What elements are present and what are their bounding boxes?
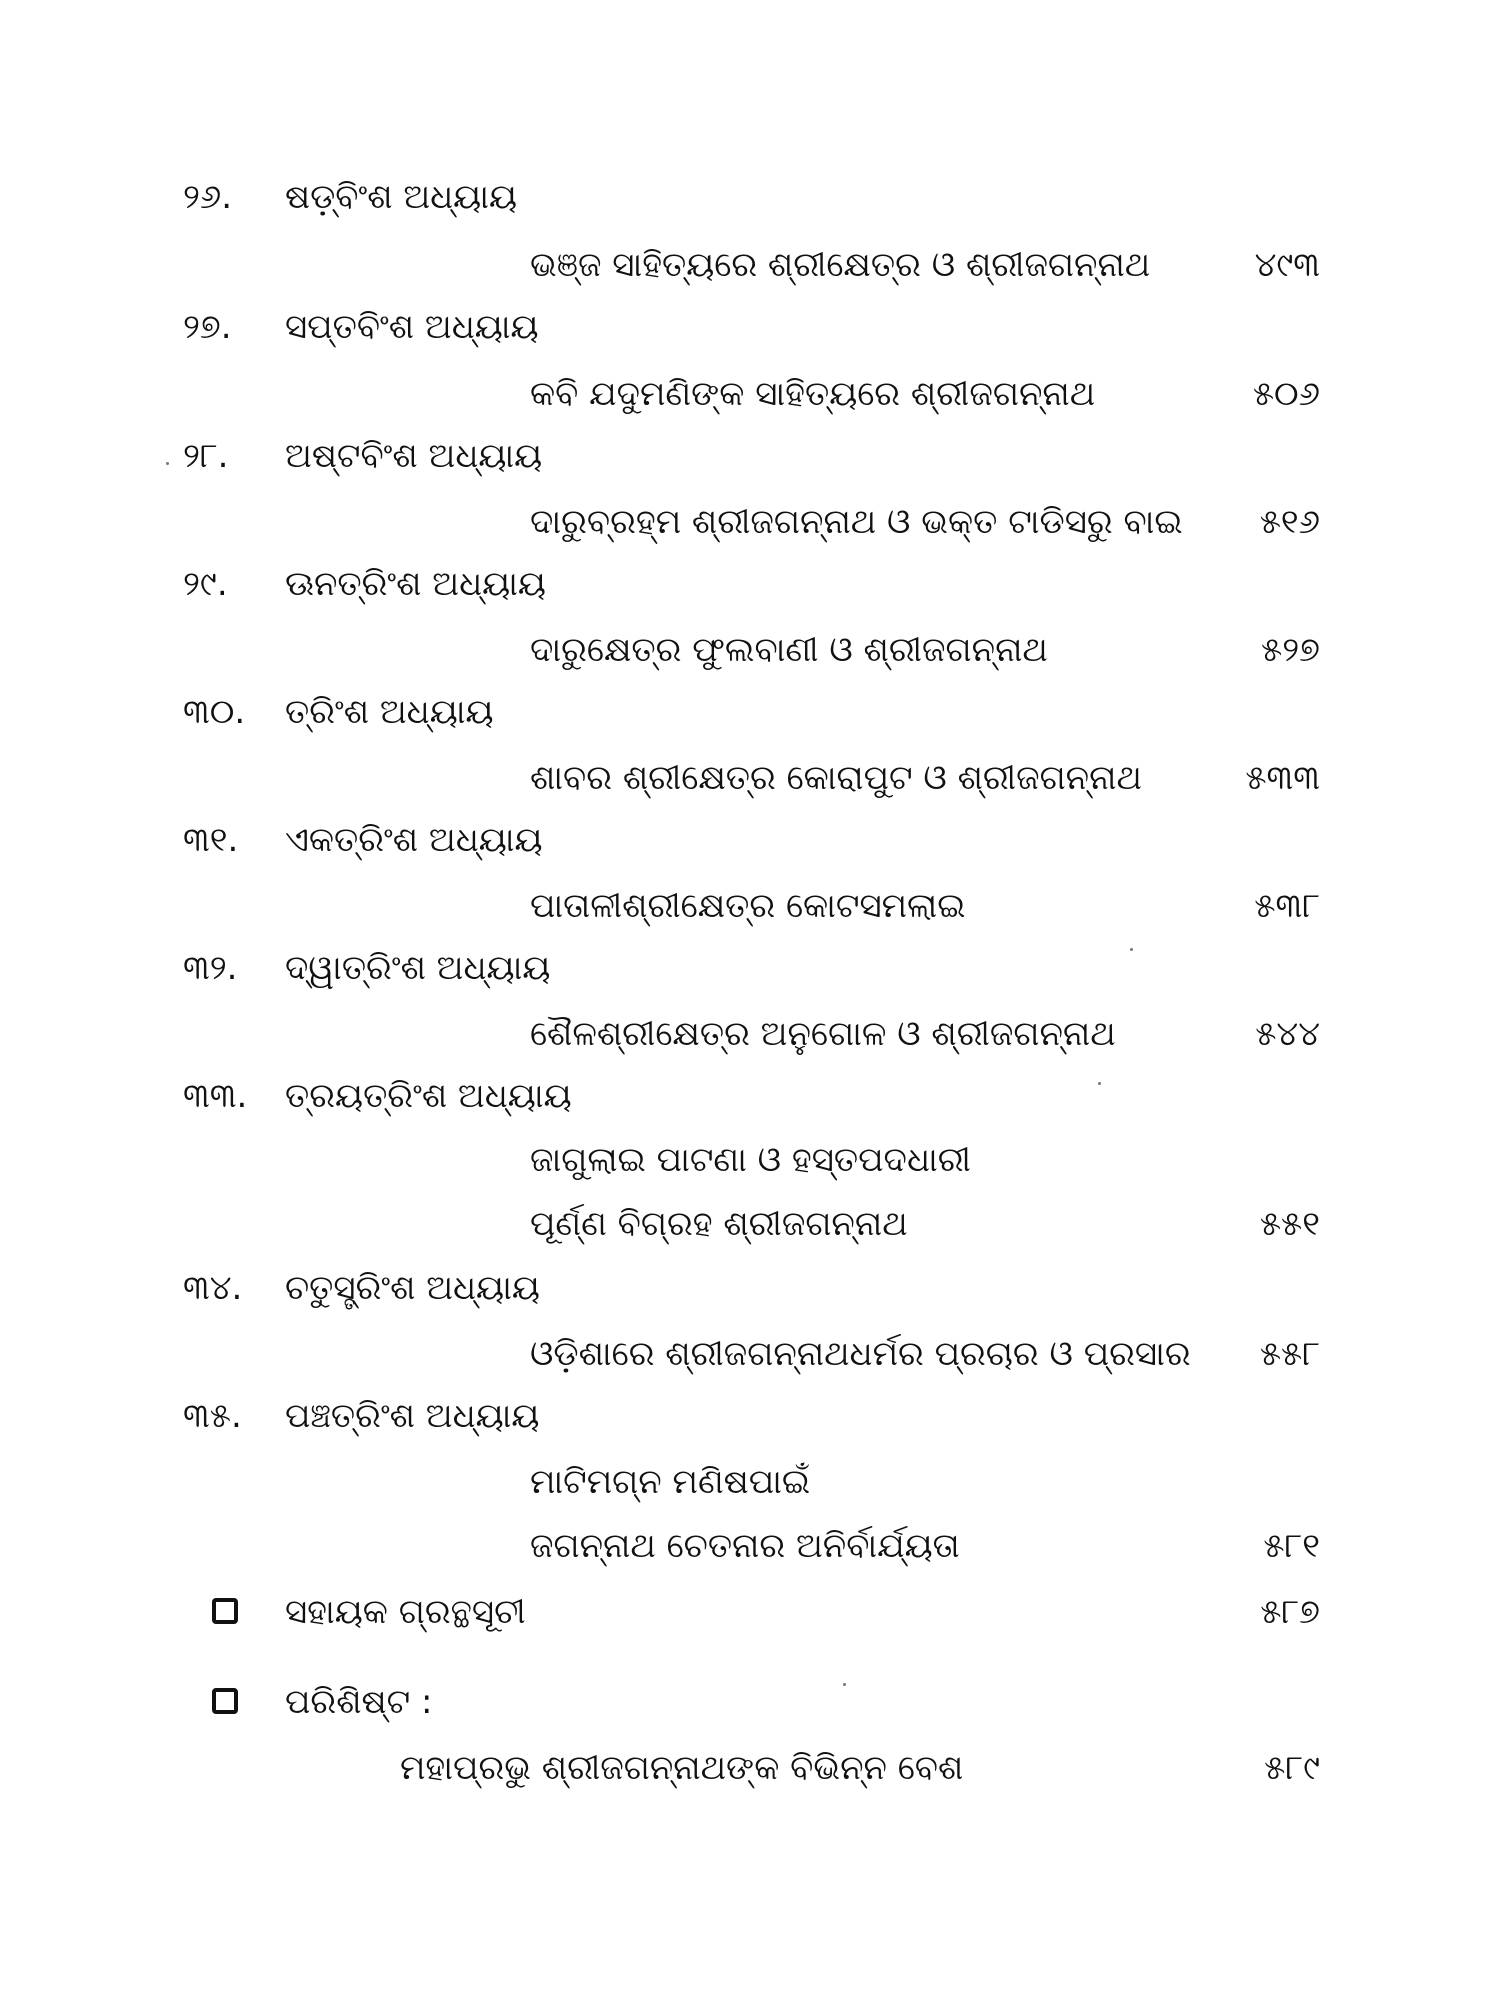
scan-speck — [166, 462, 169, 465]
page-number: ୫୩୩ — [1245, 758, 1320, 798]
entry-title: ଓଡ଼ିଶାରେ ଶ୍ରୀଜଗନ୍ନାଥଧର୍ମର ପ୍ରଚାର ଓ ପ୍ରସାର — [530, 1334, 1191, 1374]
chapter-number: ୨୯. — [183, 564, 228, 604]
entry-title: କବି ଯଦୁମଣିଙ୍କ ସାହିତ୍ୟରେ ଶ୍ରୀଜଗନ୍ନାଥ — [530, 374, 1096, 414]
chapter-title: ତ୍ରିଂଶ ଅଧ୍ୟାୟ — [285, 692, 494, 732]
chapter-number: ୩୧. — [183, 820, 239, 860]
chapter-title: ଷଡ଼୍‌ବିଂଶ ଅଧ୍ୟାୟ — [285, 177, 518, 217]
page-number: ୫୩୮ — [1254, 886, 1320, 926]
page-number: ୫୮୧ — [1263, 1526, 1320, 1566]
chapter-title: ଅଷ୍ଟବିଂଶ ଅଧ୍ୟାୟ — [285, 436, 543, 476]
checkbox-bullet-icon — [212, 1688, 238, 1714]
chapter-number: ୨୬. — [183, 177, 233, 217]
chapter-title: ପଞ୍ଚତ୍ରିଂଶ ଅଧ୍ୟାୟ — [285, 1396, 540, 1436]
chapter-number: ୩୩. — [183, 1076, 248, 1116]
entry-title: ଦାରୁବ୍ରହ୍ମ ଶ୍ରୀଜଗନ୍ନାଥ ଓ ଭକ୍ତ ଟାଡିସରୁ ବାଇ — [530, 502, 1183, 542]
chapter-title: ଦ୍ୱାତ୍ରିଂଶ ଅଧ୍ୟାୟ — [285, 948, 551, 988]
entry-title-continued: ପୂର୍ଣ୍ଣ ବିଗ୍ରହ ଶ୍ରୀଜଗନ୍ନାଥ — [530, 1204, 908, 1244]
entry-title: ଶାବର ଶ୍ରୀକ୍ଷେତ୍ର କୋରାପୁଟ ଓ ଶ୍ରୀଜଗନ୍ନାଥ — [530, 758, 1142, 798]
page-number: ୫୪୪ — [1255, 1014, 1320, 1054]
entry-title: ଜାଗୁଲାଇ ପାଟଣା ଓ ହସ୍ତପଦଧାରୀ — [530, 1140, 971, 1180]
chapter-title: ଚତୁସ୍ତ୍ରିଂଶ ଅଧ୍ୟାୟ — [285, 1268, 540, 1308]
chapter-title: ଏକତ୍ରିଂଶ ଅଧ୍ୟାୟ — [285, 820, 543, 860]
page-number: ୫୫୮ — [1259, 1334, 1320, 1374]
entry-title: ଶୈଳଶ୍ରୀକ୍ଷେତ୍ର ଅନୁଗୋଳ ଓ ଶ୍ରୀଜଗନ୍ନାଥ — [530, 1014, 1116, 1054]
appendix-label: ପରିଶିଷ୍ଟ : — [285, 1682, 433, 1722]
entry-title: ଦାରୁକ୍ଷେତ୍ର ଫୁଲବାଣୀ ଓ ଶ୍ରୀଜଗନ୍ନାଥ — [530, 630, 1048, 670]
checkbox-bullet-icon — [212, 1598, 238, 1624]
chapter-title: ଊନତ୍ରିଂଶ ଅଧ୍ୟାୟ — [285, 564, 546, 604]
page-number: ୫୮୭ — [1260, 1592, 1320, 1632]
appendix-entry-title: ମହାପ୍ରଭୁ ଶ୍ରୀଜଗନ୍ନାଥଙ୍କ ବିଭିନ୍ନ ବେଶ — [400, 1748, 964, 1788]
chapter-title: ସପ୍ତବିଂଶ ଅଧ୍ୟାୟ — [285, 307, 539, 347]
chapter-number: ୩୨. — [183, 948, 238, 988]
chapter-number: ୩୪. — [183, 1268, 243, 1308]
entry-title: ପାତାଳୀଶ୍ରୀକ୍ଷେତ୍ର କୋଟସମଲାଇ — [530, 886, 966, 926]
entry-title-continued: ଜଗନ୍ନାଥ ଚେତନାର ଅନିର୍ବାର୍ଯ୍ୟତା — [530, 1526, 960, 1566]
bibliography-label: ସହାୟକ ଗ୍ରନ୍ଥସୂଚୀ — [285, 1592, 526, 1632]
chapter-title: ତ୍ରୟତ୍ରିଂଶ ଅଧ୍ୟାୟ — [285, 1076, 572, 1116]
chapter-number: ୩୫. — [183, 1396, 242, 1436]
page-number: ୫୨୭ — [1261, 630, 1320, 670]
page-number: ୫୧୬ — [1259, 502, 1320, 542]
page-number: ୫୮୯ — [1264, 1748, 1320, 1788]
chapter-number: ୨୮. — [183, 436, 229, 476]
chapter-number: ୨୭. — [183, 307, 232, 347]
page-number: ୪୯୩ — [1254, 245, 1320, 285]
page-number: ୫୫୧ — [1259, 1204, 1320, 1244]
scan-speck — [1130, 948, 1133, 951]
entry-title: ଭଞ୍ଜ ସାହିତ୍ୟରେ ଶ୍ରୀକ୍ଷେତ୍ର ଓ ଶ୍ରୀଜଗନ୍ନାଥ — [530, 245, 1151, 285]
chapter-number: ୩୦. — [183, 692, 246, 732]
page-number: ୫୦୬ — [1252, 374, 1320, 414]
entry-title: ମାଟିମଗ୍ନ ମଣିଷପାଇଁ — [530, 1462, 811, 1502]
scan-speck — [1098, 1082, 1101, 1085]
scan-speck — [843, 1683, 846, 1686]
